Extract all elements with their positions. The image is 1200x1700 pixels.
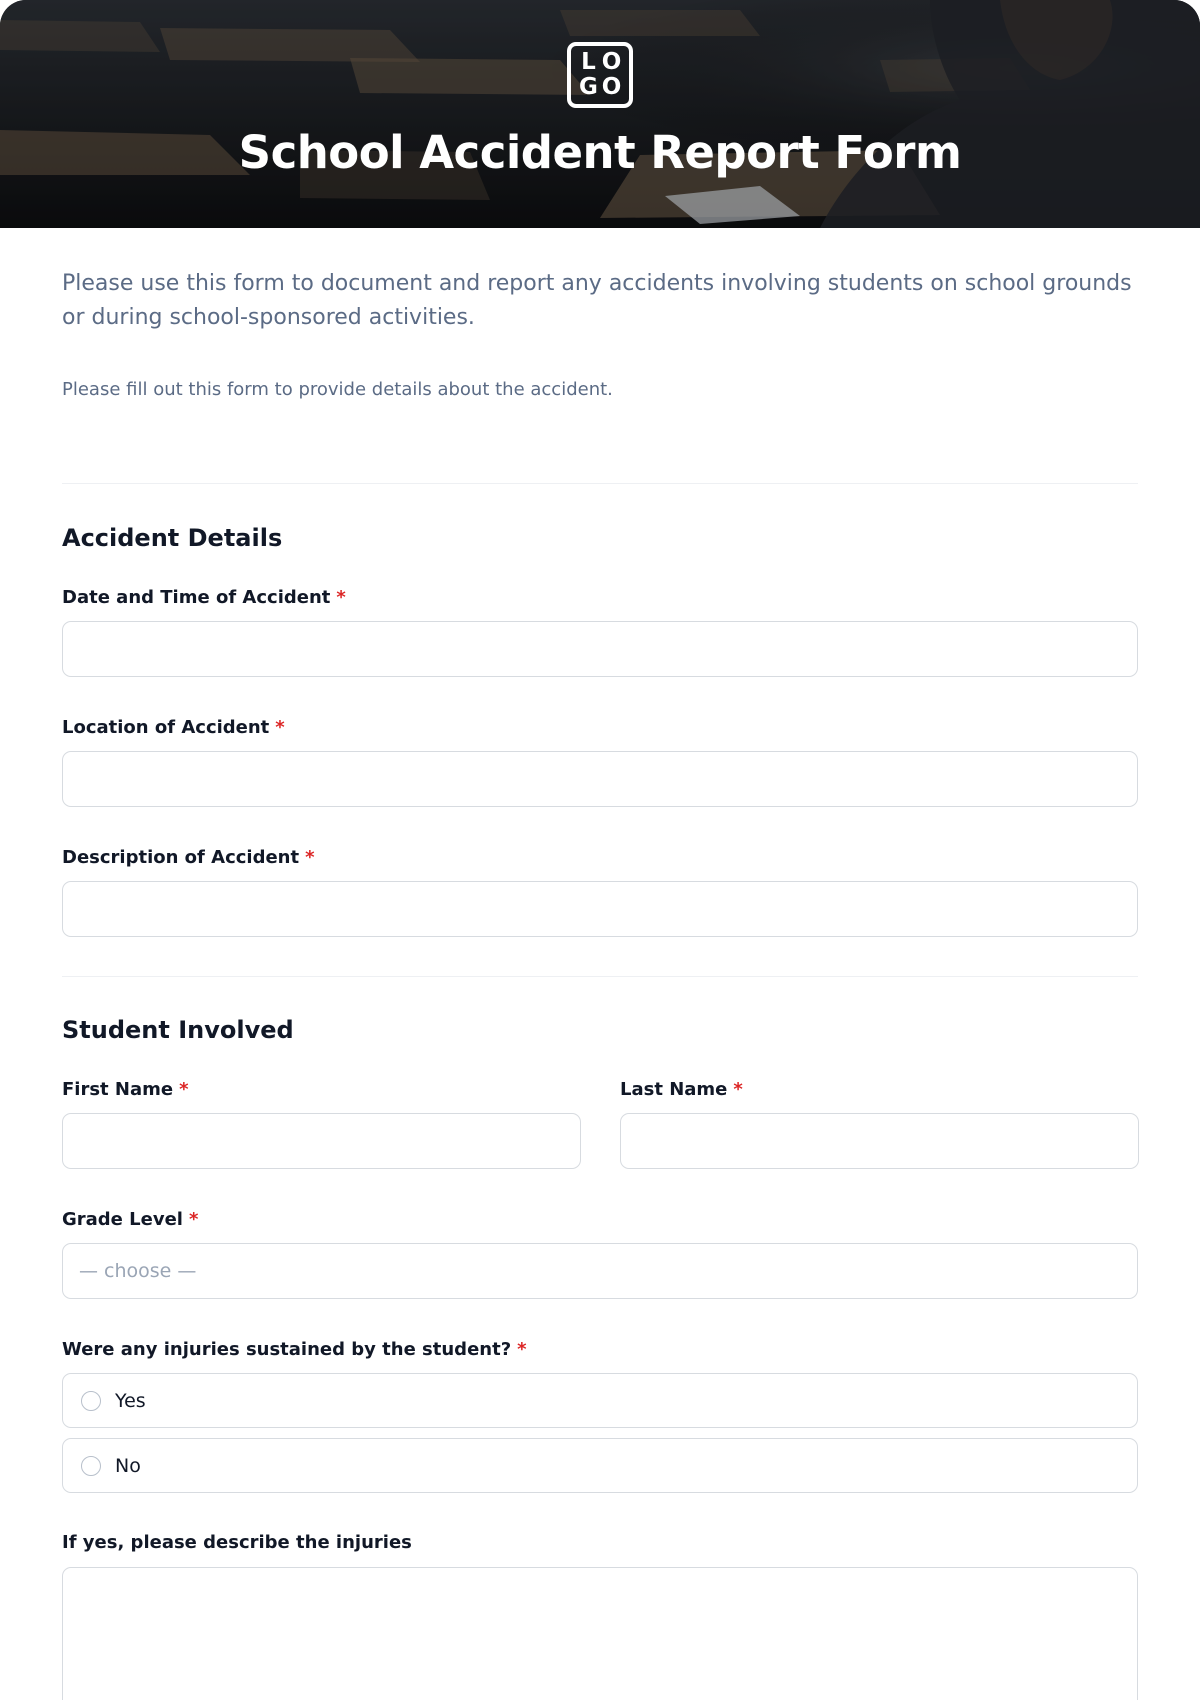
first-name-label-text: First Name xyxy=(62,1079,174,1100)
page-title: School Accident Report Form xyxy=(238,126,962,179)
injury-option-no[interactable] xyxy=(62,1438,1138,1493)
description-input[interactable] xyxy=(62,881,1138,937)
grade-level-select[interactable] xyxy=(62,1243,1138,1299)
description-label-text: Description of Accident xyxy=(62,847,300,868)
injury-option-yes[interactable] xyxy=(62,1373,1138,1428)
location-label xyxy=(62,716,285,740)
section-title-student-involved: Student Involved xyxy=(62,1016,294,1044)
required-marker: * xyxy=(733,1079,743,1100)
section-title-accident-details: Accident Details xyxy=(62,524,283,552)
location-input[interactable] xyxy=(62,751,1138,807)
first-name-input[interactable] xyxy=(62,1113,581,1169)
last-name-label xyxy=(620,1078,743,1102)
logo-text-top-right: O xyxy=(601,49,622,75)
intro-subtext: Please fill out this form to provide details about the accident. xyxy=(62,379,613,400)
injury-description-label-text: If yes, please describe the injuries xyxy=(62,1532,412,1553)
section-divider xyxy=(62,976,1138,977)
injury-option-no-label: No xyxy=(115,1454,141,1477)
required-marker: * xyxy=(517,1339,527,1360)
grade-level-label-text: Grade Level xyxy=(62,1209,183,1230)
required-marker: * xyxy=(179,1079,189,1100)
radio-button[interactable] xyxy=(81,1391,101,1411)
injury-option-yes-label: Yes xyxy=(115,1389,146,1412)
description-label xyxy=(62,846,315,870)
logo-text-bottom-left: G xyxy=(579,74,598,100)
last-name-label-text: Last Name xyxy=(620,1079,728,1100)
date-time-label-text: Date and Time of Accident xyxy=(62,587,331,608)
date-time-input[interactable] xyxy=(62,621,1138,677)
grade-level-placeholder: — choose — xyxy=(79,1260,197,1282)
logo-text-bottom-right: O xyxy=(601,74,622,100)
required-marker: * xyxy=(188,1209,199,1230)
injury-description-textarea[interactable] xyxy=(62,1567,1138,1700)
injury-description-label xyxy=(62,1531,412,1555)
logo xyxy=(567,42,633,108)
section-divider xyxy=(62,483,1138,484)
intro-text: Please use this form to document and report any accidents involving students on school grounds or during school-sponsored activities. xyxy=(62,271,1132,330)
first-name-label xyxy=(62,1078,189,1102)
injuries-question-label xyxy=(62,1338,527,1362)
date-time-label xyxy=(62,586,346,610)
form-body xyxy=(62,228,1138,1553)
location-label-text: Location of Accident xyxy=(62,717,270,738)
required-marker: * xyxy=(336,587,346,608)
radio-button[interactable] xyxy=(81,1456,101,1476)
header-banner xyxy=(0,0,1200,228)
injuries-question-text: Were any injuries sustained by the student? xyxy=(62,1339,512,1360)
logo-text-top-left: L xyxy=(581,49,596,75)
grade-level-label xyxy=(62,1208,198,1232)
required-marker: * xyxy=(305,847,315,868)
last-name-input[interactable] xyxy=(620,1113,1139,1169)
required-marker: * xyxy=(275,717,285,738)
